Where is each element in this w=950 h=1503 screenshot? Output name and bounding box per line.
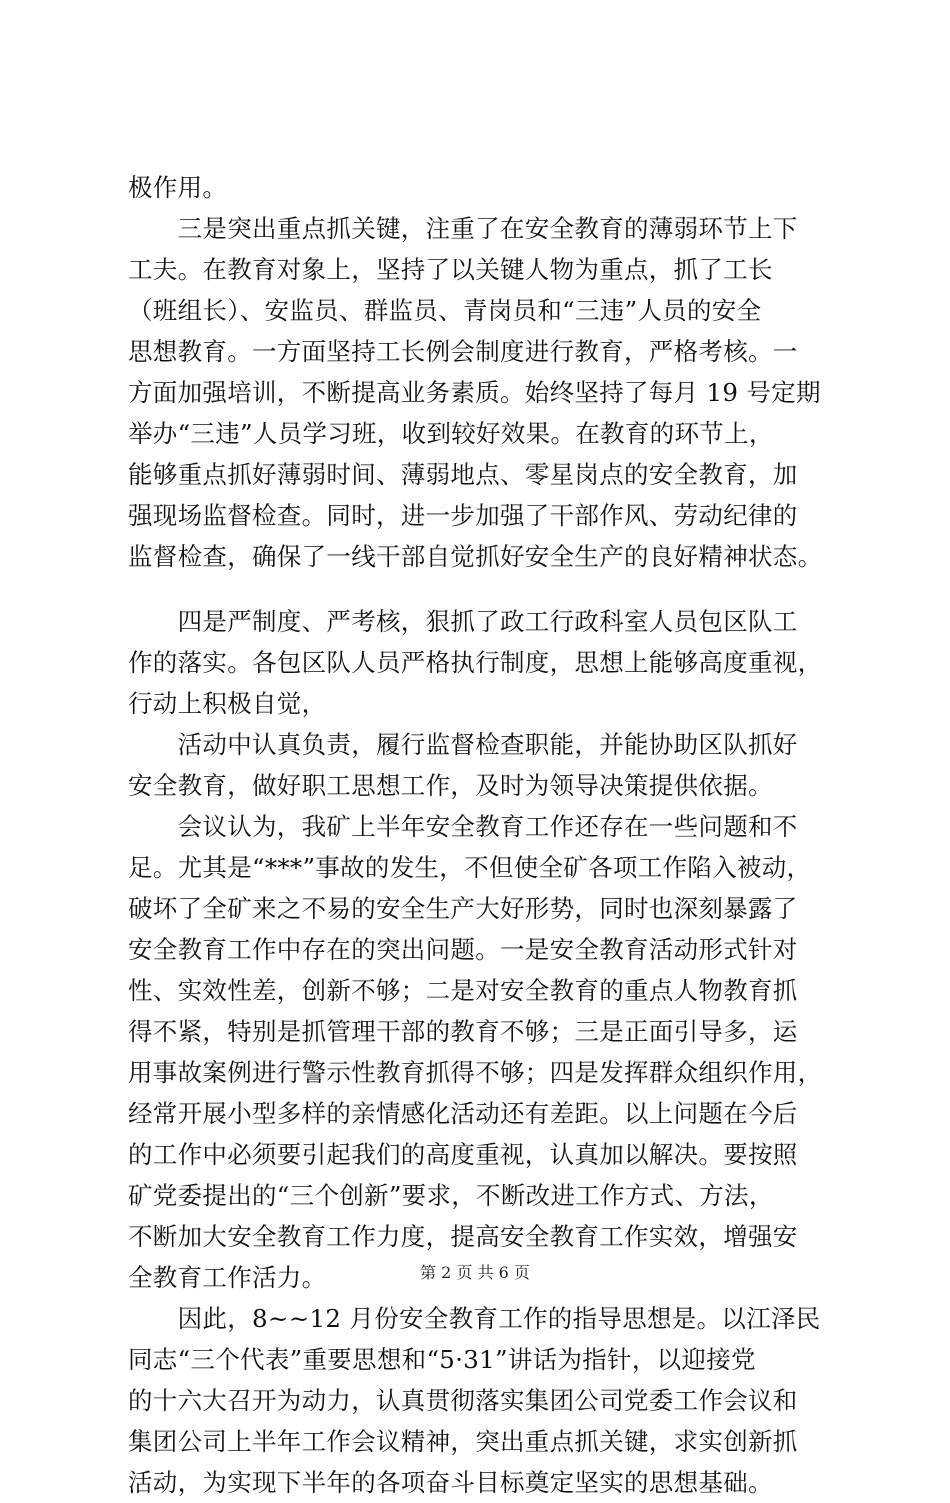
text-line: 方面加强培训，不断提高业务素质。始终坚持了每月 19 号定期 — [128, 378, 821, 407]
text-line: 用事故案例进行警示性教育抓得不够；四是发挥群众组织作用， — [128, 1058, 823, 1087]
text-line: 监督检查，确保了一线干部自觉抓好安全生产的良好精神状态。 — [128, 542, 823, 571]
text-line: 行动上积极自觉， — [128, 689, 327, 718]
text-line: 作的落实。各包区队人员严格执行制度，思想上能够高度重视， — [128, 648, 823, 677]
text-line: 极作用。 — [128, 173, 228, 202]
text-line: 得不紧，特别是抓管理干部的教育不够；三是正面引导多，运 — [128, 1017, 798, 1046]
text-line: 活动，为实现下半年的各项奋斗目标奠定坚实的思想基础。 — [128, 1468, 773, 1497]
text-line: 足。尤其是“***”事故的发生，不但使全矿各项工作陷入被动， — [128, 853, 812, 882]
text-line: 工夫。在教育对象上，坚持了以关键人物为重点，抓了工长 — [128, 255, 773, 284]
text-line: （班组长）、安监员、群监员、青岗员和“三违”人员的安全 — [128, 296, 762, 325]
text-line: 四是严制度、严考核，狠抓了政工行政科室人员包区队工 — [128, 607, 798, 636]
text-line: 安全教育工作中存在的突出问题。一是安全教育活动形式针对 — [128, 935, 798, 964]
text-line: 思想教育。一方面坚持工长例会制度进行教育，严格考核。一 — [128, 337, 798, 366]
text-line: 安全教育，做好职工思想工作，及时为领导决策提供依据。 — [128, 771, 773, 800]
text-line: 的十六大召开为动力，认真贯彻落实集团公司党委工作会议和 — [128, 1386, 798, 1415]
text-line: 会议认为，我矿上半年安全教育工作还存在一些问题和不 — [128, 812, 798, 841]
page-number-footer: 第 2 页 共 6 页 — [420, 1263, 530, 1282]
text-line: 三是突出重点抓关键，注重了在安全教育的薄弱环节上下 — [128, 214, 798, 243]
text-line: 集团公司上半年工作会议精神，突出重点抓关键，求实创新抓 — [128, 1427, 798, 1456]
text-line: 矿党委提出的“三个创新”要求，不断改进工作方式、方法， — [128, 1181, 774, 1210]
text-line: 能够重点抓好薄弱时间、薄弱地点、零星岗点的安全教育，加 — [128, 460, 798, 489]
text-line: 举办“三违”人员学习班，收到较好效果。在教育的环节上， — [128, 419, 774, 448]
text-line: 活动中认真负责，履行监督检查职能，并能协助区队抓好 — [128, 730, 798, 759]
text-line: 强现场监督检查。同时，进一步加强了干部作风、劳动纪律的 — [128, 501, 798, 530]
text-line: 经常开展小型多样的亲情感化活动还有差距。以上问题在今后 — [128, 1099, 798, 1128]
text-line: 同志“三个代表”重要思想和“5·31”讲话为指针，以迎接党 — [128, 1345, 756, 1374]
text-line: 的工作中必须要引起我们的高度重视，认真加以解决。要按照 — [128, 1140, 798, 1169]
paragraph-gap — [128, 577, 840, 601]
text-line: 性、实效性差，创新不够；二是对安全教育的重点人物教育抓 — [128, 976, 798, 1005]
document-body — [128, 167, 840, 1503]
text-line: 全教育工作活力。 — [128, 1263, 327, 1292]
text-line: 因此，8~~12 月份安全教育工作的指导思想是。以江泽民 — [128, 1304, 821, 1333]
text-line: 不断加大安全教育工作力度，提高安全教育工作实效，增强安 — [128, 1222, 798, 1251]
text-line: 破坏了全矿来之不易的安全生产大好形势，同时也深刻暴露了 — [128, 894, 798, 923]
